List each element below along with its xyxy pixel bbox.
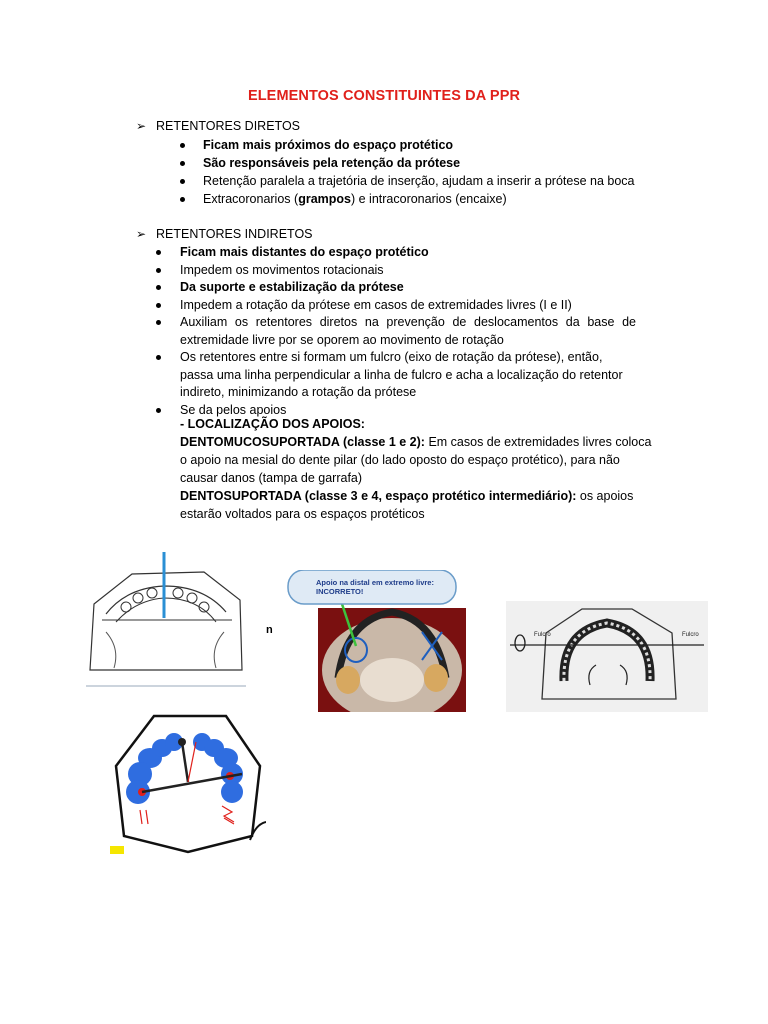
arrow-bullet-icon: ➢ <box>136 227 147 241</box>
dentomuco-text: Em casos de extremidades livres coloca o apoio na mesial do dente pilar (do lado oposto do espaço protético), para não causar danos (tampa de garrafa) <box>180 435 652 485</box>
bullet-icon <box>156 268 161 273</box>
figure-heptagon-arch <box>110 712 266 854</box>
bullet-icon <box>156 303 161 308</box>
list-item-text: Se da pelos apoios <box>180 402 287 417</box>
section-indirect-title: RETENTORES INDIRETOS <box>156 227 313 241</box>
dento-label-c: ): <box>568 489 577 503</box>
list-item-text: Da suporte e estabilização da prótese <box>180 280 404 294</box>
stray-letter: n <box>266 624 273 636</box>
list-item-text: Extracoronarios ( <box>203 192 299 206</box>
list-item-text: Impedem os movimentos rotacionais <box>180 262 384 277</box>
page-title: ELEMENTOS CONSTITUINTES DA PPR <box>247 88 521 104</box>
list-item-text: Ficam mais distantes do espaço protético <box>180 245 429 259</box>
dento-text: os apoios estarão voltados para os espaços protéticos <box>180 489 634 521</box>
list-item <box>180 349 636 402</box>
localization-block <box>180 415 660 523</box>
list-item <box>203 154 635 172</box>
bullet-icon <box>156 250 161 255</box>
fulcro-label-left: Fulcro <box>534 632 551 638</box>
bullet-icon <box>156 285 161 290</box>
callout-text: Apoio na distal em extremo livre: INCORRETO! <box>316 578 434 596</box>
direct-retainers-list <box>203 136 635 208</box>
list-item <box>180 297 636 315</box>
list-item-text: Ficam mais próximos do espaço protético <box>203 138 454 152</box>
indirect-retainers-list <box>180 244 636 419</box>
list-item-text: Auxiliam os retentores diretos na prevenção de deslocamentos da base de extremidade livre por se oporem ao movimento de rotação <box>180 315 636 347</box>
section-direct-title: RETENTORES DIRETOS <box>156 119 301 133</box>
list-item-text: Impedem a rotação da prótese em casos de extremidades livres (I e II) <box>180 297 572 312</box>
figure-arch-sketch <box>86 552 252 688</box>
arrow-bullet-icon: ➢ <box>136 119 147 133</box>
dento-label-b: classe 3 e 4, espaço protético intermediário <box>308 489 569 503</box>
section-heading-indirect <box>136 227 313 241</box>
list-item <box>180 314 636 349</box>
bullet-icon <box>156 408 161 413</box>
bullet-icon <box>180 197 185 202</box>
list-item <box>203 136 635 154</box>
fulcro-label-right: Fulcro <box>682 632 699 638</box>
list-item-text: Os retentores entre si formam um fulcro (eixo de rotação da prótese), então, passa uma linha perpendicular a linha de fulcro e acha a localização do retentor indireto, minimizando a rotação da prótese <box>180 350 623 399</box>
bullet-icon <box>180 143 185 148</box>
list-item <box>180 244 636 262</box>
list-item <box>180 279 636 297</box>
list-item-text: Retenção paralela a trajetória de inserção, ajudam a inserir a prótese na boca <box>203 174 635 188</box>
bullet-icon <box>180 161 185 166</box>
dento-label-a: DENTOSUPORTADA ( <box>180 489 309 503</box>
list-item-bold: grampos <box>298 192 351 206</box>
figure-clinical-photo <box>286 570 468 712</box>
bullet-icon <box>180 179 185 184</box>
dentomuco-paragraph <box>180 433 660 487</box>
dentomuco-label: DENTOMUCOSUPORTADA (classe 1 e 2): <box>180 435 425 449</box>
section-heading-direct <box>136 119 300 133</box>
localization-heading: - LOCALIZAÇÃO DOS APOIOS: <box>180 417 365 431</box>
list-item <box>180 262 636 280</box>
figure-fulcro-diagram <box>506 601 708 712</box>
bullet-icon <box>156 355 161 360</box>
list-item-text: São responsáveis pela retenção da prótese <box>203 156 461 170</box>
list-item <box>203 172 635 190</box>
list-item-text: ) e intracoronarios (encaixe) <box>350 192 507 206</box>
list-item <box>203 190 635 208</box>
bullet-icon <box>156 320 161 325</box>
dento-paragraph <box>180 487 660 523</box>
